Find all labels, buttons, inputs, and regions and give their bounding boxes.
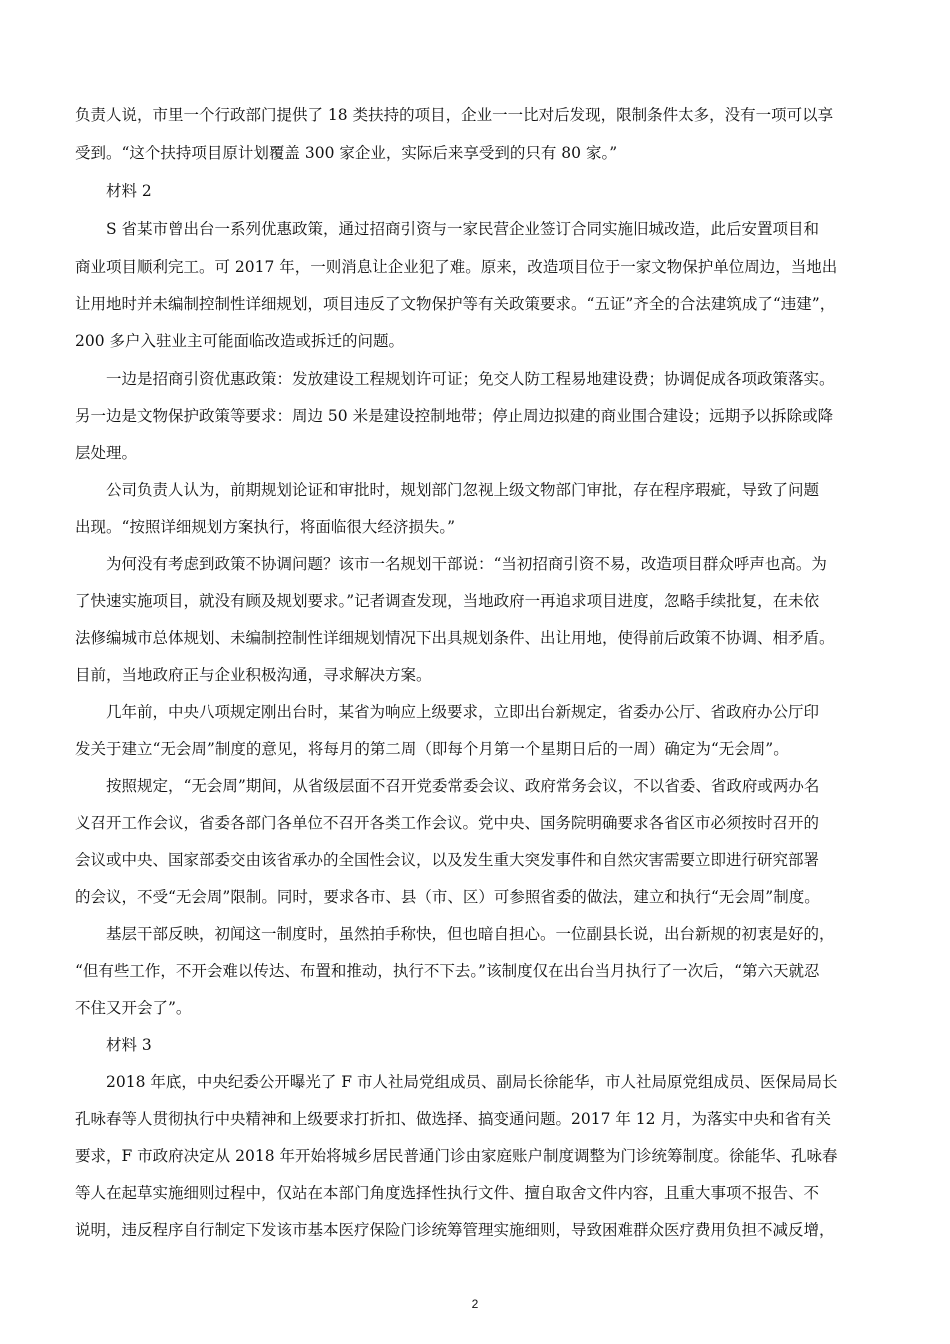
text-line: 基层干部反映，初闻这一制度时，虽然拍手称快，但也暗自担心。一位副县长说，出台新规的初衷是好的，: [106, 925, 835, 943]
text-line: 按照规定，“无会周”期间，从省级层面不召开党委常委会议、政府常务会议，不以省委、省政府或两办名: [106, 777, 820, 795]
text-line: 不住又开会了”。: [75, 999, 192, 1017]
text-line: 出现。“按照详细规划方案执行，将面临很大经济损失。”: [75, 518, 456, 536]
section-heading-material-3: 材料 3: [106, 1036, 152, 1054]
text-line: 一边是招商引资优惠政策：发放建设工程规划许可证；免交人防工程易地建设费；协调促成各项政策落实。: [106, 370, 835, 388]
text-line: 几年前，中央八项规定刚出台时，某省为响应上级要求，立即出台新规定，省委办公厅、省政府办公厅印: [106, 703, 820, 721]
text-line: 了快速实施项目，就没有顾及规划要求。”记者调查发现，当地政府一再追求项目进度，忽略手续批复，在未依: [75, 592, 820, 610]
text-line: 商业项目顺利完工。可 2017 年，一则消息让企业犯了难。原来，改造项目位于一家文物保护单位周边，当地出: [75, 258, 838, 276]
text-line: 的会议，不受“无会周”限制。同时，要求各市、县（市、区）可参照省委的做法，建立和执行“无会周”制度。: [75, 888, 820, 906]
text-line: 目前，当地政府正与企业积极沟通，寻求解决方案。: [75, 666, 432, 684]
text-line: 2018 年底，中央纪委公开曝光了 F 市人社局党组成员、副局长徐能华，市人社局原党组成员、医保局局长: [106, 1073, 838, 1091]
text-line: S 省某市曾出台一系列优惠政策，通过招商引资与一家民营企业签订合同实施旧城改造，此后安置项目和: [106, 220, 820, 238]
text-line: 受到。“这个扶持项目原计划覆盖 300 家企业，实际后来享受到的只有 80 家。”: [75, 144, 618, 162]
text-line: 为何没有考虑到政策不协调问题？该市一名规划干部说：“当初招商引资不易，改造项目群众呼声也高。为: [106, 555, 827, 573]
text-line: 层处理。: [75, 444, 138, 462]
text-line: 义召开工作会议，省委各部门各单位不召开各类工作会议。党中央、国务院明确要求各省区市必须按时召开的: [75, 814, 820, 832]
text-line: 发关于建立“无会周”制度的意见，将每月的第二周（即每个月第一个星期日后的一周）确定为“无会周”。: [75, 740, 789, 758]
text-line: 法修编城市总体规划、未编制控制性详细规划情况下出具规划条件、出让用地，使得前后政策不协调、相矛盾。: [75, 629, 835, 647]
text-line: 等人在起草实施细则过程中，仅站在本部门角度选择性执行文件、擅自取舍文件内容，且重大事项不报告、不: [75, 1184, 820, 1202]
text-line: 200 多户入驻业主可能面临改造或拆迁的问题。: [75, 332, 405, 350]
text-line: 要求，F 市政府决定从 2018 年开始将城乡居民普通门诊由家庭账户制度调整为门诊统筹制度。徐能华、孔咏春: [75, 1147, 838, 1165]
text-line: 说明，违反程序自行制定下发该市基本医疗保险门诊统筹管理实施细则，导致困难群众医疗费用负担不减反增，: [75, 1221, 835, 1239]
text-line: 负责人说，市里一个行政部门提供了 18 类扶持的项目，企业一一比对后发现，限制条件太多，没有一项可以享: [75, 106, 834, 124]
text-line: 另一边是文物保护政策等要求：周边 50 米是建设控制地带；停止周边拟建的商业围合建设；远期予以拆除或降: [75, 407, 834, 425]
page-number: 2: [471, 1297, 479, 1311]
text-line: 公司负责人认为，前期规划论证和审批时，规划部门忽视上级文物部门审批，存在程序瑕疵，导致了问题: [106, 481, 820, 499]
text-line: “但有些工作，不开会难以传达、布置和推动，执行不下去。”该制度仅在出台当月执行了一次后，“第六天就忍: [75, 962, 820, 980]
text-line: 孔咏春等人贯彻执行中央精神和上级要求打折扣、做选择、搞变通问题。2017 年 12 月，为落实中央和省有关: [75, 1110, 831, 1128]
section-heading-material-2: 材料 2: [106, 182, 152, 200]
text-line: 让用地时并未编制控制性详细规划，项目违反了文物保护等有关政策要求。“五证”齐全的合法建筑成了“违建”，: [75, 295, 836, 313]
text-line: 会议或中央、国家部委交由该省承办的全国性会议，以及发生重大突发事件和自然灾害需要立即进行研究部署: [75, 851, 820, 869]
